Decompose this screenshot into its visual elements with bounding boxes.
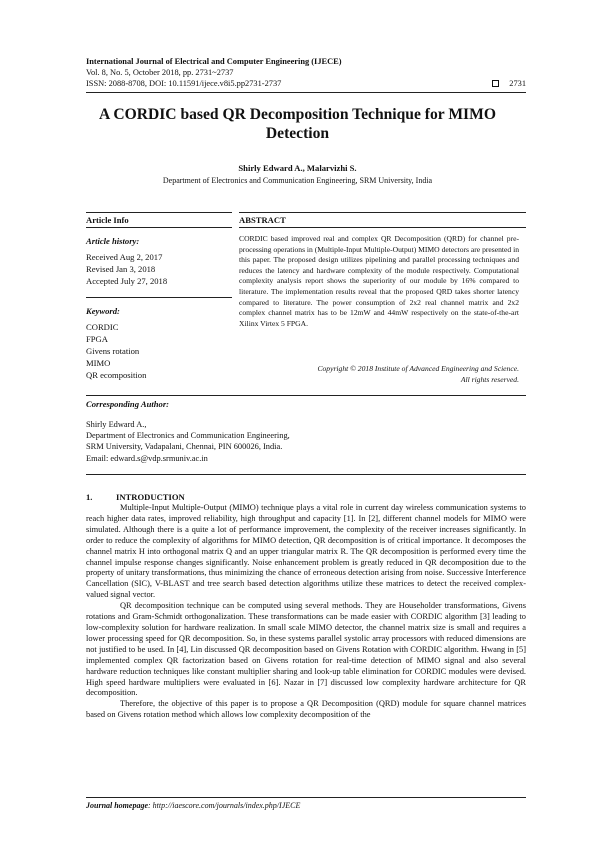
paragraph: Therefore, the objective of this paper is to propose a QR Decomposition (QRD) module for square channel matrices based on Givens rotation method which allows low complexity decomposition of the	[86, 699, 526, 720]
keyword-item: MIMO	[86, 358, 111, 368]
journal-header	[86, 56, 526, 89]
page-number-block	[492, 78, 526, 89]
history-label: Article history:	[86, 236, 140, 246]
title-line-2: Detection	[265, 125, 330, 142]
introduction-body	[86, 503, 526, 721]
title-line-1: A CORDIC based QR Decomposition Technique for MIMO	[99, 106, 496, 123]
keyword-item: CORDIC	[86, 322, 119, 332]
section-heading	[86, 492, 185, 502]
abstract-heading: ABSTRACT	[239, 215, 286, 225]
page-number: 2731	[509, 79, 526, 88]
section-title: INTRODUCTION	[116, 492, 185, 502]
abstract-rule	[239, 227, 526, 228]
section-number: 1.	[86, 492, 93, 502]
journal-issn: ISSN: 2088-8708, DOI: 10.11591/ijece.v8i5.pp2731-2737	[86, 79, 282, 88]
copyright-line-1: Copyright © 2018 Institute of Advanced Engineering and Science.	[317, 364, 519, 373]
author-dept: Department of Electronics and Communication Engineering,	[86, 431, 290, 441]
paragraph: QR decomposition technique can be computed using several methods. They are Householder transformations, Givens rotations and Gram-Schmidt orthogonalization. These transformations can be made easier with CORDIC algorithm [3] leading to low-complexity solution for hardware realization. In small scale MIMO detector, the channel matrix size is small and requires a lower processing speed for QR decomposition. So, in these systems parallel systolic array processors with reduced dimensions are not justified to be used. In [4], Lin discussed QR decomposition based on Givens Rotation with CORDIC algorithm. Hwang in [5] implemented complex QR factorization based on Givens rotation for real-time detection of MIMO signal and also several hardware reduction techniques like constant multiplier sharing and look-up table elimination for CORDIC modules were devised. High speed hardware multipliers were evaluated in [6]. Nazar in [7] discussed low complexity hardware architecture for QR decomposition.	[86, 601, 526, 698]
revised-date: Revised Jan 3, 2018	[86, 264, 156, 274]
abstract-top-rule	[239, 212, 526, 213]
footer-rule	[86, 797, 526, 798]
accepted-date: Accepted July 27, 2018	[86, 276, 168, 286]
homepage-url[interactable]: : http://iaescore.com/journals/index.php/IJECE	[148, 801, 301, 810]
author-address: SRM University, Vadapalani, Chennai, PIN 600026, India.	[86, 442, 283, 452]
author-name: Shirly Edward A.,	[86, 420, 147, 429]
keyword-label: Keyword:	[86, 306, 120, 316]
square-icon	[492, 80, 499, 87]
copyright	[239, 364, 519, 385]
authors: Shirly Edward A., Malarvizhi S.	[238, 163, 357, 173]
received-date: Received Aug 2, 2017	[86, 252, 163, 262]
abstract-text: CORDIC based improved real and complex QR Decomposition (QRD) for channel pre-processing operations in (Multiple-Input Multiple-Output) MIMO detectors are presented in this paper. The proposed design utilizes pipelining and parallel processing techniques and reduces the latency and hardware complexity of the module respectively. Computational complexity analysis report shows the superiority of our module by 16% compared to literature. The implementation results reveal that the proposed QRD takes shorter latency compared to literature. The power consumption of 2x2 real channel matrix and 2x2 complex channel matrix has to be 12mW and 44mW respectively on the state-of-the-art Xilinx Virtex 5 FPGA.	[239, 234, 519, 328]
homepage-label: Journal homepage	[86, 801, 149, 810]
header-rule	[86, 92, 526, 93]
affiliation: Department of Electronics and Communication Engineering, SRM University, India	[162, 176, 433, 185]
journal-volume: Vol. 8, No. 5, October 2018, pp. 2731~2737	[86, 68, 234, 77]
article-info-top-rule	[86, 212, 232, 213]
article-info-heading: Article Info	[86, 215, 129, 225]
corresponding-top-rule	[86, 395, 526, 396]
corresponding-label: Corresponding Author:	[86, 399, 170, 409]
keyword-rule	[86, 297, 232, 298]
article-info-rule	[86, 227, 232, 228]
author-email: Email: edward.s@vdp.srmuniv.ac.in	[86, 453, 208, 463]
corresponding-details	[86, 419, 526, 464]
keyword-item: FPGA	[86, 334, 108, 344]
journal-homepage	[86, 801, 300, 810]
keyword-item: Givens rotation	[86, 346, 140, 356]
paper-title	[70, 105, 525, 143]
journal-name: International Journal of Electrical and Computer Engineering (IJECE)	[86, 57, 342, 66]
paragraph: Multiple-Input Multiple-Output (MIMO) technique plays a vital role in current day wireless communication systems to reach higher data rates, improved reliability, high throughput and capacity [1]. In [2], different channel models for MIMO were simulated. Although there is a quite a lot of performance improvement, the complexity of the receiver increases significantly. In order to reduce the complexity of algorithms for MIMO detection, QR decomposition is of critical importance. It decomposes the channel matrix H into orthogonal matrix Q and an upper triangular matrix R. The QR decomposition is performed every time the channel impulse response changes significantly. Noise enhancement problem is greatly reduced in QR decomposition due to the property of unitary transformations, thus minimizing the chance of erroneous detection arising from noise. Successive Interference Cancellation (SIC), V-BLAST and tree search based detection algorithms utilize these matrices to detect the received complex-valued signal vector.	[86, 503, 526, 600]
copyright-line-2: All rights reserved.	[460, 374, 519, 384]
corresponding-bottom-rule	[86, 474, 526, 475]
keyword-item: QR ecomposition	[86, 370, 147, 380]
